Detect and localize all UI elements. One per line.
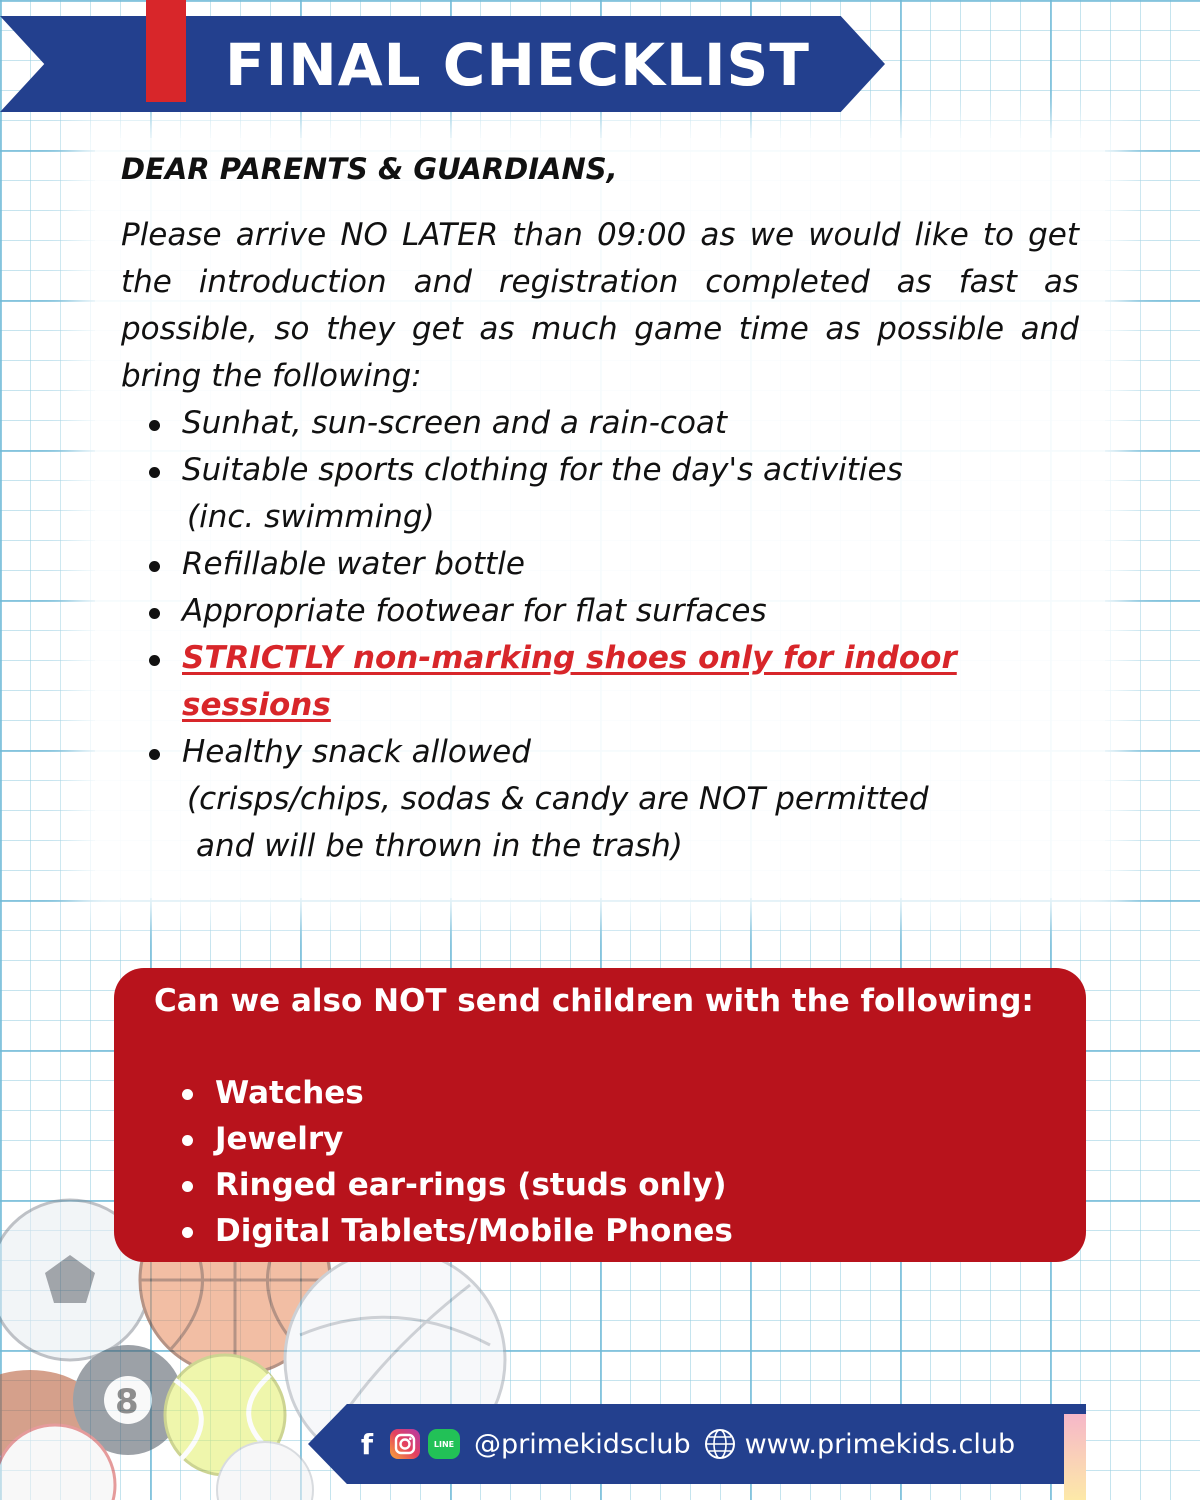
globe-icon (703, 1427, 737, 1461)
line-icon[interactable]: LINE (428, 1429, 460, 1459)
website-link[interactable]: www.primekids.club (744, 1428, 1016, 1460)
facebook-icon[interactable]: f (360, 1427, 374, 1461)
instagram-icon[interactable] (390, 1429, 420, 1459)
list-item: Sunhat, sun-screen and a rain-coat (143, 400, 1103, 447)
list-item: Healthy snack allowed (crisps/chips, sodas & candy are NOT permitted and will be thrown in the trash) (143, 729, 1103, 870)
intro-paragraph: Please arrive NO LATER than 09:00 as we would like to get the introduction and registration completed as fast as possible, so they get as much game time as possible and bring the following: (121, 217, 1079, 394)
list-item: Suitable sports clothing for the day's activities (inc. swimming) (143, 447, 1103, 541)
bring-list (143, 400, 1103, 870)
restrictions-box (114, 968, 1086, 1262)
footer-stripe (1064, 1414, 1086, 1500)
list-item: Ringed ear-rings (studs only) (176, 1162, 733, 1208)
list-item-warning: STRICTLY non-marking shoes only for indoor sessions (143, 635, 1103, 729)
list-item: Appropriate footwear for flat surfaces (143, 588, 1103, 635)
page-title: FINAL CHECKLIST (225, 31, 810, 99)
greeting: DEAR PARENTS & GUARDIANS, (121, 152, 618, 186)
list-item: Jewelry (176, 1116, 733, 1162)
svg-text:8: 8 (115, 1382, 139, 1422)
list-item: Refillable water bottle (143, 541, 1103, 588)
social-handle[interactable]: @primekidsclub (474, 1428, 691, 1460)
footer-contacts (352, 1404, 1015, 1484)
restrictions-list (176, 1070, 733, 1254)
list-item: Digital Tablets/Mobile Phones (176, 1208, 733, 1254)
list-item: Watches (176, 1070, 733, 1116)
restrictions-lead: Can we also NOT send children with the following: (154, 983, 1034, 1019)
banner-red-accent (146, 0, 186, 102)
